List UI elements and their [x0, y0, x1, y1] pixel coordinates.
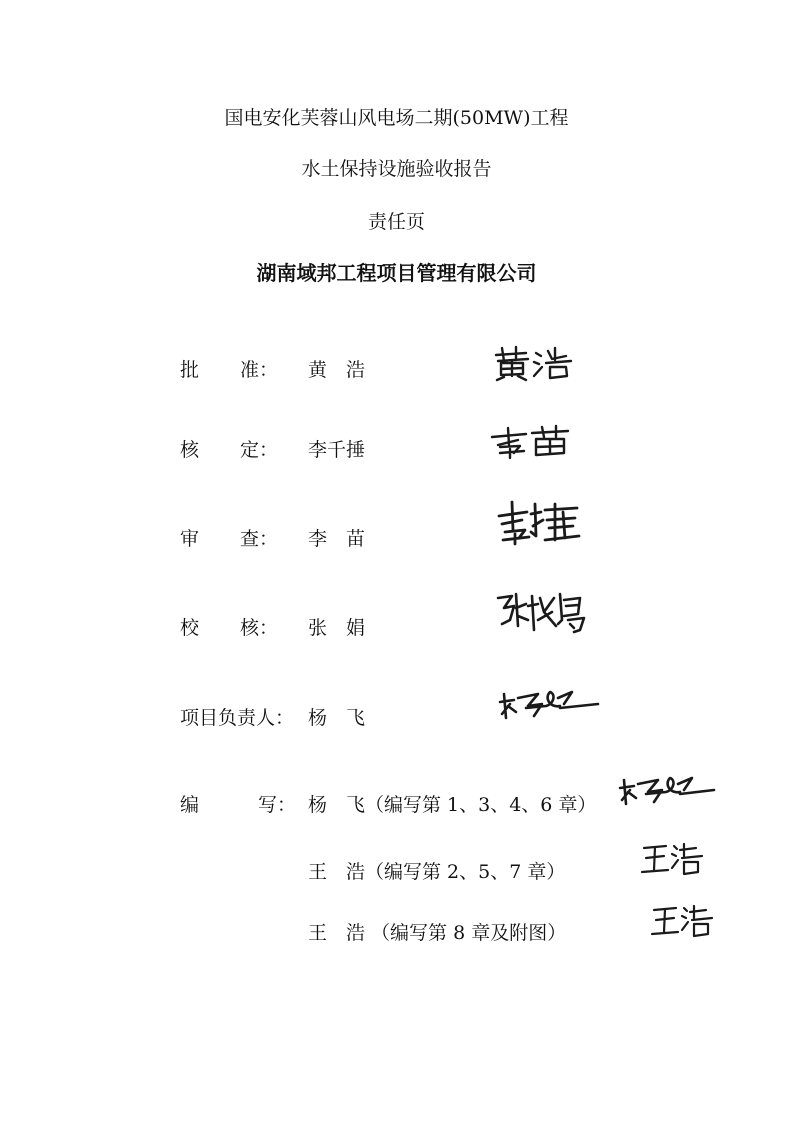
label-char-1: 审: [180, 528, 200, 550]
label-char-2: 核：: [240, 617, 279, 639]
proofreader-name: 张 娟: [308, 617, 366, 639]
page-title: 责任页: [367, 211, 425, 233]
label-char-1: 校: [180, 617, 200, 639]
signature-approve: [492, 345, 574, 381]
signature-writer-3: [650, 902, 714, 940]
project-title: 国电安化芙蓉山风电场二期(50MW)工程: [224, 107, 569, 129]
writer-name: 王 浩 （编写第 8 章及附图）: [308, 922, 567, 944]
signature-lead: [498, 684, 602, 724]
reviewer-name: 李 苗: [308, 528, 366, 550]
signature-review: [497, 500, 581, 548]
project-lead-label: 项目负责人：: [180, 707, 295, 729]
signature-verify: [490, 425, 572, 459]
project-lead-name: 杨 飞: [308, 707, 366, 729]
approver-name: 黄 浩: [308, 359, 366, 381]
company-name: 湖南域邦工程项目管理有限公司: [256, 261, 537, 285]
signature-proof: [494, 590, 586, 638]
label-char-2: 定：: [240, 439, 279, 461]
label-char-1: 核: [180, 439, 200, 461]
label-char-2: 准：: [240, 359, 279, 381]
writer-name: 杨 飞（编写第 1、3、4、6 章）: [308, 794, 597, 816]
verifier-name: 李千捶: [308, 439, 366, 461]
label-char-2: 写：: [258, 794, 297, 816]
label-char-2: 查：: [240, 528, 279, 550]
report-title: 水土保持设施验收报告: [301, 158, 492, 180]
signature-writer-2: [640, 840, 706, 880]
signature-writer-1: [618, 770, 718, 810]
label-char-1: 编: [180, 794, 200, 816]
label-char-1: 批: [180, 359, 200, 381]
writer-name: 王 浩（编写第 2、5、7 章）: [308, 861, 566, 883]
